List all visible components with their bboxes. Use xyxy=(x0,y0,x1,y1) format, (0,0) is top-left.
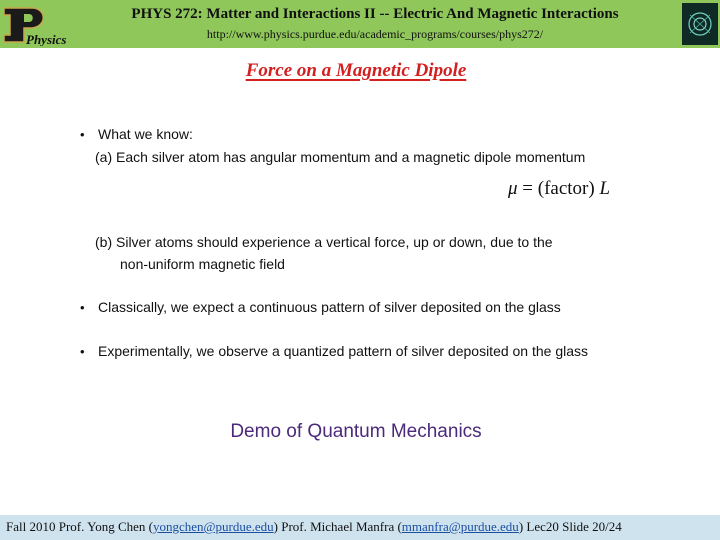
bullet-what-we-know: What we know: xyxy=(98,126,193,142)
footer-middle: ) Prof. Michael Manfra ( xyxy=(273,519,402,534)
header-bar xyxy=(0,0,720,48)
course-url[interactable]: http://www.physics.purdue.edu/academic_programs/courses/phys272/ xyxy=(206,27,544,41)
purdue-physics-logo xyxy=(2,2,66,46)
sub-item-a: (a) Each silver atom has angular momentum and a magnetic dipole momentum xyxy=(95,149,586,165)
bullet-experimentally: Experimentally, we observe a quantized pattern of silver deposited on the glass xyxy=(98,343,589,359)
demo-link[interactable]: Demo of Quantum Mechanics xyxy=(230,421,482,442)
sub-item-b-line1: (b) Silver atoms should experience a vertical force, up or down, due to the xyxy=(95,234,553,250)
footer-text xyxy=(6,519,622,535)
footer-prefix: Fall 2010 Prof. Yong Chen ( xyxy=(6,519,153,534)
bullet-marker: • xyxy=(80,300,85,315)
institute-logo xyxy=(682,3,718,45)
svg-text:Physics: Physics xyxy=(26,32,66,46)
footer-suffix: ) Lec20 Slide 20/24 xyxy=(518,519,622,534)
course-title: PHYS 272: Matter and Interactions II -- Electric And Magnetic Interactions xyxy=(131,6,619,22)
email-link-chen[interactable]: yongchen@purdue.edu xyxy=(153,519,274,534)
bullet-marker: • xyxy=(80,127,85,142)
formula-L: L xyxy=(599,178,611,199)
footer-bar xyxy=(0,515,720,540)
formula-mu: μ xyxy=(508,178,518,199)
slide-title: Force on a Magnetic Dipole xyxy=(245,60,467,81)
email-link-manfra[interactable]: mmanfra@purdue.edu xyxy=(401,519,519,534)
bullet-marker: • xyxy=(80,344,85,359)
formula-middle: = (factor) xyxy=(517,178,600,199)
sub-item-b-line2: non-uniform magnetic field xyxy=(120,256,285,272)
bullet-classically: Classically, we expect a continuous pattern of silver deposited on the glass xyxy=(98,299,561,315)
dipole-formula xyxy=(508,178,610,200)
